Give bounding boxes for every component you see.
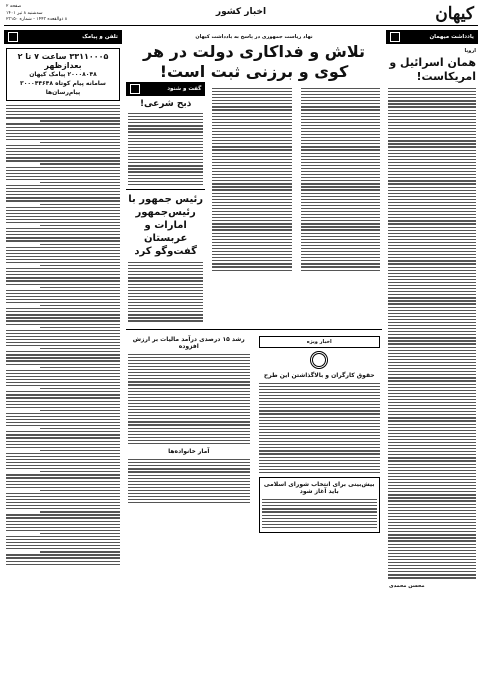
- page-meta: [6, 4, 67, 24]
- lower-item-body: [259, 383, 381, 473]
- side-item-body: [128, 113, 203, 185]
- page-number: صفحه ۲: [6, 4, 22, 9]
- phone-icon: [8, 32, 18, 42]
- side-item2-title: رئیس جمهور با رئیس‌جمهور امارات و عربستان گفت‌وگو کرد: [128, 193, 204, 257]
- column-box-header: [386, 30, 478, 44]
- lower-item-title: حقوق کارگران و بالاگذاشتن این طرح: [263, 371, 375, 379]
- article-body: [388, 88, 476, 579]
- newspaper-logo: کیهان: [435, 4, 474, 24]
- lead-body-col: [212, 86, 291, 322]
- side-item2-body: [128, 262, 203, 322]
- column-box-header: [4, 30, 122, 44]
- lead-body-columns: [126, 82, 382, 326]
- lower-box-head: اخبار ویژه: [259, 336, 381, 348]
- phone-note: سامانه پیام کوتاه ۳۰۰۰۴۴۶۴۸ پیام‌رسان‌ها: [20, 80, 106, 96]
- right-column: [386, 30, 478, 688]
- article-author: محسن محمدی: [389, 582, 425, 589]
- lower-section: [126, 333, 382, 537]
- issue-line: ۸ ذوالقعده ۱۴۴۳ - شماره ۲۳۱۵۰: [6, 17, 68, 22]
- phone-sms: ۲۰۰۰۸۰۴۸ پیامک کیهان: [29, 71, 97, 78]
- side-box-icon: [130, 84, 140, 94]
- lead-body-col: [301, 86, 380, 322]
- lower-left-block: [126, 333, 252, 537]
- side-box-header: [126, 82, 205, 96]
- lower-left-title2: آمار خانواده‌ها: [168, 448, 210, 456]
- lower-boxed-body: [262, 499, 378, 528]
- lead-headline: تلاش و فداکاری دولت در هر کوی و برزنی ثبت است!: [143, 42, 365, 81]
- lower-boxed-title: بیش‌بینی برای انتخاب شورای اسلامی باید آغاز شود: [263, 481, 375, 496]
- phone-info-box: [6, 48, 120, 101]
- divider: [126, 329, 382, 330]
- lower-left-body2: [128, 459, 250, 503]
- left-column: [4, 30, 122, 688]
- article-headline: همان اسرائیل و امریکاست!: [389, 56, 476, 83]
- column-icon: [390, 32, 400, 42]
- reader-messages: [6, 105, 120, 565]
- middle-column: [126, 30, 382, 688]
- masthead: [4, 4, 478, 26]
- phone-title: ۳۳۱۱۰۰۰۵ ساعت ۷ تا ۲ بعدازظهر: [17, 52, 109, 70]
- lower-boxed-item: [259, 477, 381, 533]
- target-icon: [310, 351, 328, 369]
- side-box-label: گفت و شنود: [167, 86, 202, 92]
- divider: [126, 189, 205, 190]
- side-item-title: ذبح شرعی!: [139, 99, 192, 109]
- side-column: [126, 82, 205, 326]
- column-box-label: یادداشت میهمان: [429, 34, 474, 40]
- column-box-label: تلفن و پیامک: [82, 34, 118, 40]
- lower-right-block: [257, 333, 383, 537]
- lower-left-body: [128, 354, 250, 444]
- date-line: سه‌شنبه ۸ تیر ۱۴۰۱: [6, 10, 43, 16]
- lead-kicker: نهاد ریاست جمهوری در پاسخ به یادداشت کیهان: [195, 34, 313, 40]
- section-title: اخبار کشور: [215, 7, 267, 17]
- lower-left-title: رشد ۱۵ درصدی درآمد مالیات بر ارزش افزوده: [132, 335, 245, 350]
- article-kicker: اروپا: [464, 48, 476, 54]
